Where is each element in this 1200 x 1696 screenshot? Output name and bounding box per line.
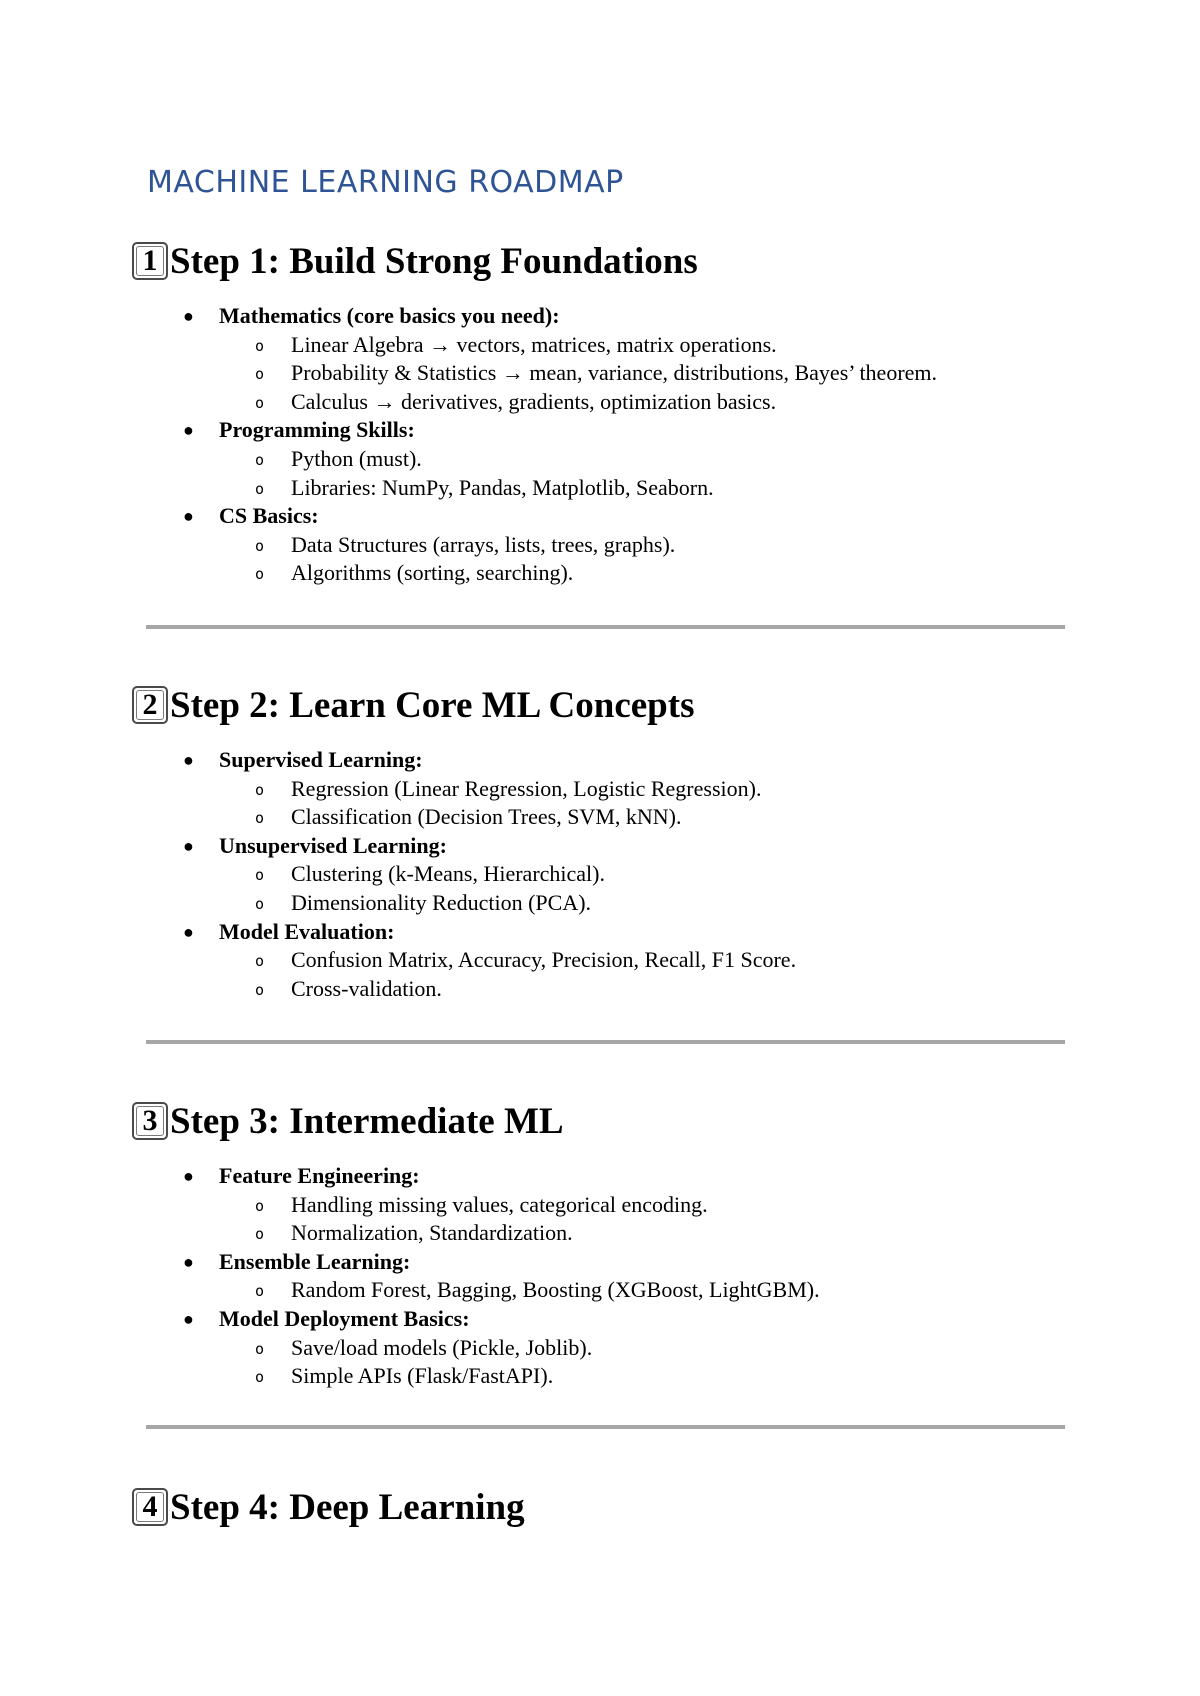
list-item: ● Supervised Learning:: [0, 746, 1200, 775]
keycap-number-4-icon: 4: [132, 1488, 168, 1526]
horizontal-divider: [146, 625, 1065, 629]
circle-bullet-icon: o: [255, 479, 265, 498]
step-heading-text: Step 1: Build Strong Foundations: [170, 240, 698, 282]
horizontal-divider: [146, 1425, 1065, 1429]
sub-list-item: o Confusion Matrix, Accuracy, Precision, Recall, F1 Score.: [0, 946, 1200, 975]
step-heading: [132, 1486, 525, 1528]
sub-list-item: o Simple APIs (Flask/FastAPI).: [0, 1362, 1200, 1391]
list-item: ● Programming Skills:: [0, 416, 1200, 445]
bullet-icon: ●: [183, 306, 194, 326]
list-item: ● Feature Engineering:: [0, 1162, 1200, 1191]
circle-bullet-icon: o: [255, 809, 265, 828]
step-heading-text: Step 4: Deep Learning: [170, 1486, 525, 1528]
circle-bullet-icon: o: [255, 536, 265, 555]
sub-list-item: o Save/load models (Pickle, Joblib).: [0, 1334, 1200, 1363]
document-title: MACHINE LEARNING ROADMAP: [147, 165, 624, 200]
circle-bullet-icon: o: [255, 1196, 265, 1215]
list-item: ● Model Deployment Basics:: [0, 1305, 1200, 1334]
step-heading: [132, 240, 698, 282]
circle-bullet-icon: o: [255, 1225, 265, 1244]
circle-bullet-icon: o: [255, 336, 265, 355]
sub-list-item: o Normalization, Standardization.: [0, 1219, 1200, 1248]
circle-bullet-icon: o: [255, 980, 265, 999]
circle-bullet-icon: o: [255, 866, 265, 885]
bullet-icon: ●: [183, 921, 194, 942]
bullet-icon: ●: [183, 506, 194, 527]
circle-bullet-icon: o: [255, 365, 265, 384]
list-item: ● Ensemble Learning:: [0, 1248, 1200, 1277]
sub-list-item: o Linear Algebra → vectors, matrices, matrix operations.: [0, 331, 1200, 360]
step-heading: [132, 1100, 564, 1142]
bullet-icon: ●: [183, 835, 194, 856]
bullet-icon: ●: [183, 1251, 194, 1272]
step-list: [0, 302, 1200, 588]
sub-list-item: o Data Structures (arrays, lists, trees, graphs).: [0, 531, 1200, 560]
bullet-icon: ●: [183, 1308, 194, 1329]
keycap-number-2-icon: 2: [132, 686, 168, 724]
sub-list-item: o Calculus → derivatives, gradients, optimization basics.: [0, 388, 1200, 417]
sub-list-item: o Python (must).: [0, 445, 1200, 474]
circle-bullet-icon: o: [255, 1339, 265, 1358]
sub-list-item: o Probability & Statistics → mean, variance, distributions, Bayes’ theorem.: [0, 359, 1200, 388]
step-list: [0, 1162, 1200, 1391]
circle-bullet-icon: o: [255, 952, 265, 971]
step-list: [0, 746, 1200, 1003]
step-heading-text: Step 2: Learn Core ML Concepts: [170, 684, 695, 726]
circle-bullet-icon: o: [255, 450, 265, 469]
step-heading-text: Step 3: Intermediate ML: [170, 1100, 564, 1142]
keycap-number-1-icon: 1: [132, 242, 168, 280]
bullet-icon: ●: [183, 750, 194, 770]
sub-list-item: o Random Forest, Bagging, Boosting (XGBoost, LightGBM).: [0, 1276, 1200, 1305]
list-item: ● Unsupervised Learning:: [0, 832, 1200, 861]
circle-bullet-icon: o: [255, 565, 265, 584]
circle-bullet-icon: o: [255, 1368, 265, 1387]
sub-list-item: o Algorithms (sorting, searching).: [0, 559, 1200, 588]
sub-list-item: o Handling missing values, categorical encoding.: [0, 1191, 1200, 1220]
list-item: ● Model Evaluation:: [0, 918, 1200, 947]
circle-bullet-icon: o: [255, 393, 265, 412]
keycap-number-3-icon: 3: [132, 1102, 168, 1140]
step-heading: [132, 684, 694, 726]
sub-list-item: o Libraries: NumPy, Pandas, Matplotlib, Seaborn.: [0, 474, 1200, 503]
sub-list-item: o Classification (Decision Trees, SVM, kNN).: [0, 803, 1200, 832]
horizontal-divider: [146, 1040, 1065, 1044]
list-item: ● Mathematics (core basics you need):: [0, 302, 1200, 331]
list-item: ● CS Basics:: [0, 502, 1200, 531]
bullet-icon: ●: [183, 420, 194, 441]
circle-bullet-icon: o: [255, 780, 265, 799]
sub-list-item: o Regression (Linear Regression, Logistic Regression).: [0, 775, 1200, 804]
sub-list-item: o Dimensionality Reduction (PCA).: [0, 889, 1200, 918]
sub-list-item: o Cross-validation.: [0, 975, 1200, 1004]
circle-bullet-icon: o: [255, 1282, 265, 1301]
sub-list-item: o Clustering (k-Means, Hierarchical).: [0, 860, 1200, 889]
bullet-icon: ●: [183, 1166, 194, 1186]
circle-bullet-icon: o: [255, 894, 265, 913]
